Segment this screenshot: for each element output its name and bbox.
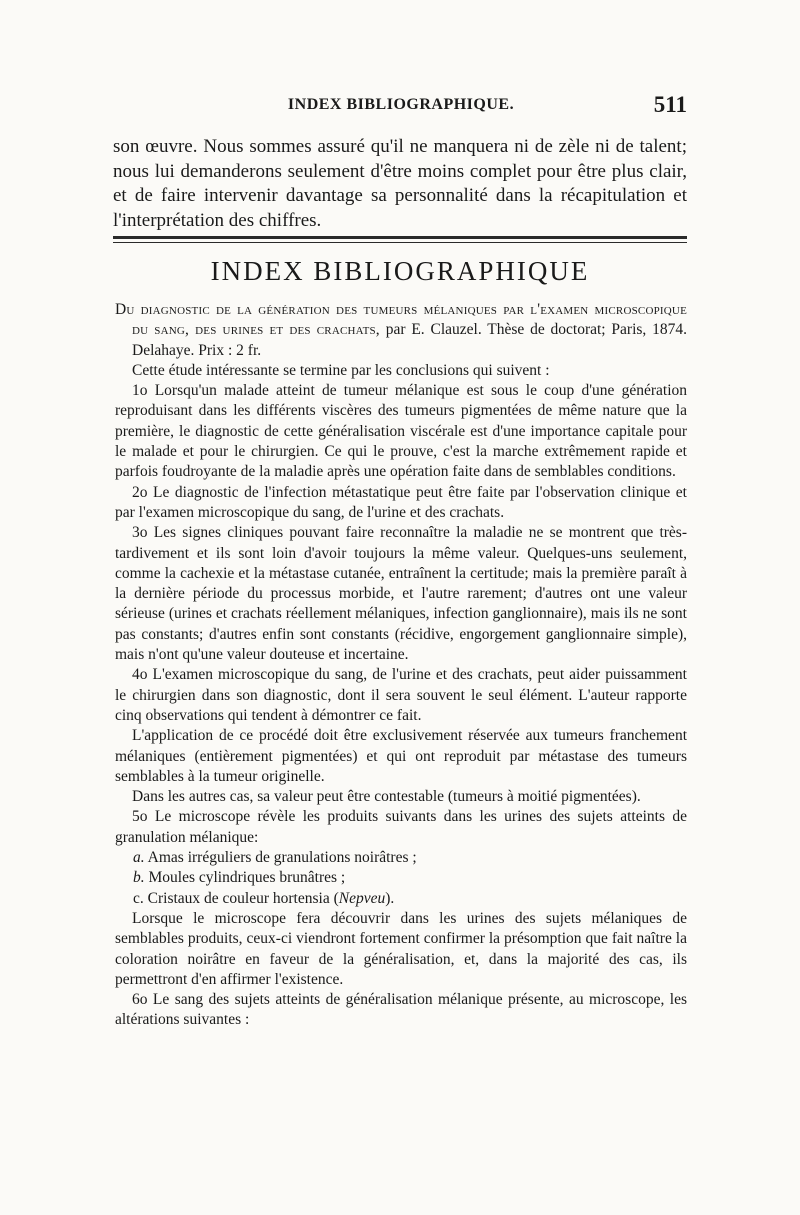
list-item-b (115, 868, 687, 888)
section-title: INDEX BIBLIOGRAPHIQUE (210, 256, 590, 286)
list-citation: Nepveu (338, 889, 386, 907)
list-text: Cristaux de couleur hortensia (147, 889, 330, 907)
paragraph-conclusion-2: 2o Le diagnostic de l'infection métastatique peut être faite par l'observation clinique et par l'examen microscopique du sang, de l'urine et des crachats. (115, 483, 687, 521)
list-marker: b. (133, 869, 145, 887)
list-item-c: c. Cristaux de couleur hortensia (Nepveu). (133, 889, 395, 907)
list-text: Amas irréguliers de granulations noirâtres ; (147, 849, 417, 867)
section-body (115, 300, 687, 1031)
paragraph-conclusion-4: 4o L'examen microscopique du sang, de l'urine et des crachats, peut aider puissamment le chirurgien dans son diagnostic, dont il sera souvent le seul élément. L'auteur rapporte cinq observations qui tendent à démontrer ce fait. (115, 666, 687, 724)
paragraph-conclusion-5: 5o Le microscope révèle les produits suivants dans les urines des sujets atteints de granulation mélanique: (115, 808, 687, 846)
paragraph-presumption: Lorsque le microscope fera découvrir dans les urines des sujets mélaniques de semblables produits, ceux-ci viendront fortement confirmer la présomption que fait naître la coloration noirâtre en faveur de la généralisation, et, dans la majorité des cas, ils permettront d'en affirmer l'existence. (115, 909, 687, 988)
reference-entry (115, 300, 687, 361)
list-marker: a. (133, 849, 145, 867)
paragraph-application: L'application de ce procédé doit être exclusivement réservée aux tumeurs franchement mélaniques (entièrement pigmentées) et qui ont reproduit par métastase des tumeurs semblables à la tumeur originelle. (115, 727, 687, 785)
reference-details: par E. Clauzel. Thèse de doctorat; Paris, 1874. Delahaye. Prix : 2 fr. (132, 321, 687, 359)
paragraph-conclusion-6: 6o Le sang des sujets atteints de généralisation mélanique présente, au microscope, les altérations suivantes : (115, 991, 687, 1029)
page-number: 511 (653, 92, 687, 117)
intro-paragraph: son œuvre. Nous sommes assuré qu'il ne manquera ni de zèle ni de talent; nous lui demanderons seulement d'être moins complet pour être plus clair, et de faire intervenir davantage sa personnalité dans la récapitulation et l'interprétation des chiffres. (113, 136, 687, 231)
paragraph-other-cases: Dans les autres cas, sa valeur peut être contestable (tumeurs à moitié pigmentées). (132, 788, 641, 806)
running-head (115, 92, 687, 126)
list-suffix: ). (385, 889, 395, 907)
list-item-a (115, 848, 687, 868)
list-marker: c. (133, 889, 144, 907)
running-title: INDEX BIBLIOGRAPHIQUE. (287, 96, 515, 113)
paragraph-conclusion-1: 1o Lorsqu'un malade atteint de tumeur mélanique est sous le coup d'une génération reproduisant dans les différents viscères des tumeurs pigmentées de même nature que la première, le diagnostic de cette généralisation viscérale est d'une importance capitale pour le malade et pour le chirurgien. Ce qui le prouve, c'est la marche extrêmement rapide et parfois foudroyante de la maladie après une opération faite dans de semblables conditions. (115, 382, 687, 481)
list-text: Moules cylindriques brunâtres ; (148, 869, 346, 887)
paragraph-intro-conclusions: Cette étude intéressante se termine par les conclusions qui suivent : (132, 361, 550, 379)
section-divider (113, 236, 687, 243)
paragraph-conclusion-3: 3o Les signes cliniques pouvant faire reconnaître la maladie ne se montrent que très-tardivement et ils sont loin d'avoir toujours la même valeur. Quelques-uns seulement, comme la cachexie et la métastase cutanée, entraînent la certitude; mais la première paraît à la dernière période du processus morbide, et l'autre rarement; d'autres ont une valeur sérieuse (urines et crachats réellement mélaniques, infection ganglionnaire), mais ils ne sont pas constants; d'autres enfin sont constants (récidive, engorgement ganglionnaire simple), mais n'ont qu'une valeur douteuse et incertaine. (115, 524, 687, 664)
reference-title: Du diagnostic de la génération des tumeurs mélaniques par l'examen microscopique du sang, des urines et des crachats, (115, 301, 687, 339)
